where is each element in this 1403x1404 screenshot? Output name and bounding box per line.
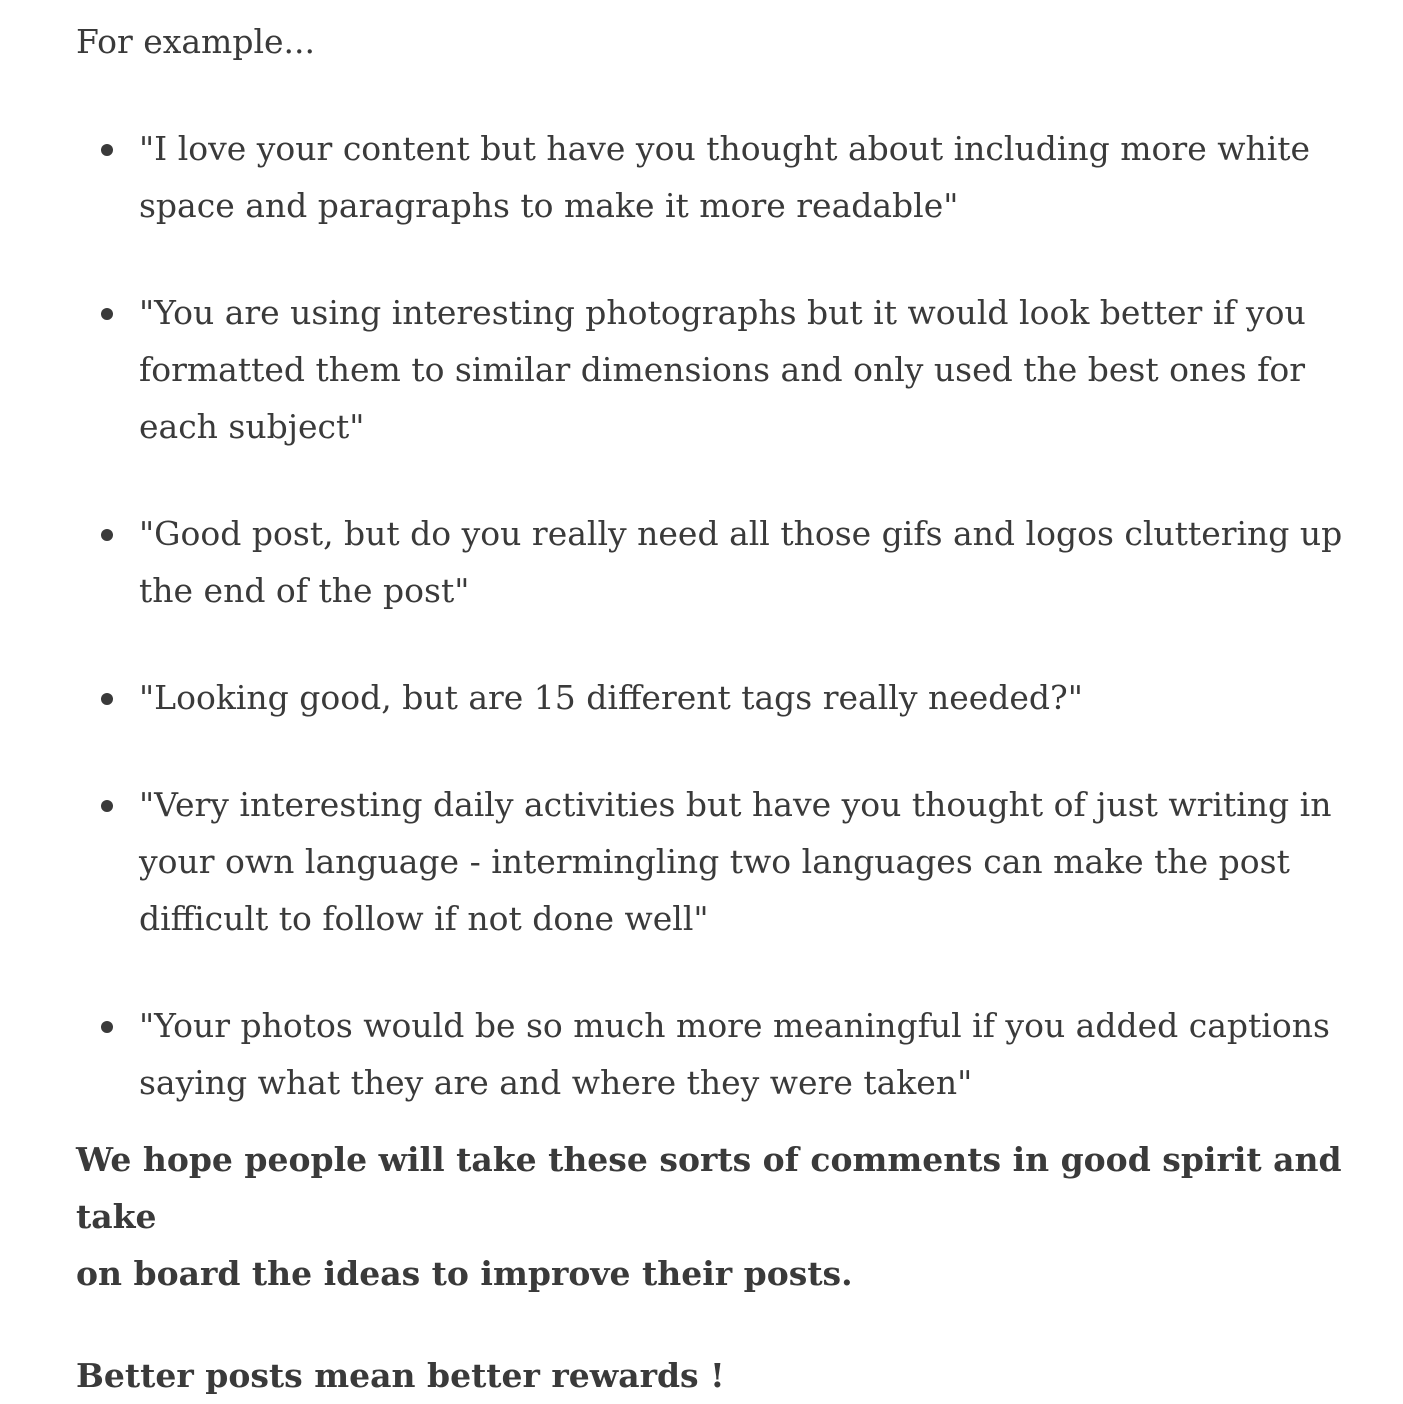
list-item bbox=[76, 505, 1356, 619]
example-comment-text: "You are using interesting photographs but it would look better if you formatted them to similar dimensions and only used the best ones for each subject" bbox=[139, 293, 1306, 446]
list-item bbox=[76, 120, 1356, 234]
list-item bbox=[76, 669, 1356, 726]
example-comment-text: "Your photos would be so much more meaningful if you added captions saying what they are and where they were taken" bbox=[139, 1006, 1330, 1102]
tagline: Better posts mean better rewards ! bbox=[76, 1356, 725, 1395]
bullet-icon bbox=[101, 800, 113, 812]
closing-paragraph: We hope people will take these sorts of comments in good spirit and take on board the ideas to improve their posts. bbox=[76, 1140, 1342, 1293]
bullet-icon bbox=[101, 144, 113, 156]
list-item bbox=[76, 997, 1356, 1111]
example-comment-text: "I love your content but have you thought about including more white space and paragraphs to make it more readable" bbox=[139, 129, 1311, 225]
intro-text: For example... bbox=[76, 22, 316, 61]
example-comment-text: "Very interesting daily activities but have you thought of just writing in your own language - intermingling two languages can make the post difficult to follow if not done well" bbox=[139, 785, 1332, 938]
example-comment-text: "Looking good, but are 15 different tags really needed?" bbox=[139, 678, 1083, 717]
list-item bbox=[76, 776, 1356, 947]
list-item bbox=[76, 284, 1356, 455]
example-comment-text: "Good post, but do you really need all those gifs and logos cluttering up the end of the post" bbox=[139, 514, 1343, 610]
bullet-icon bbox=[101, 1021, 113, 1033]
example-comments-list bbox=[76, 120, 1356, 1111]
bullet-icon bbox=[101, 529, 113, 541]
article-body bbox=[76, 0, 1356, 1404]
bullet-icon bbox=[101, 308, 113, 320]
bullet-icon bbox=[101, 693, 113, 705]
